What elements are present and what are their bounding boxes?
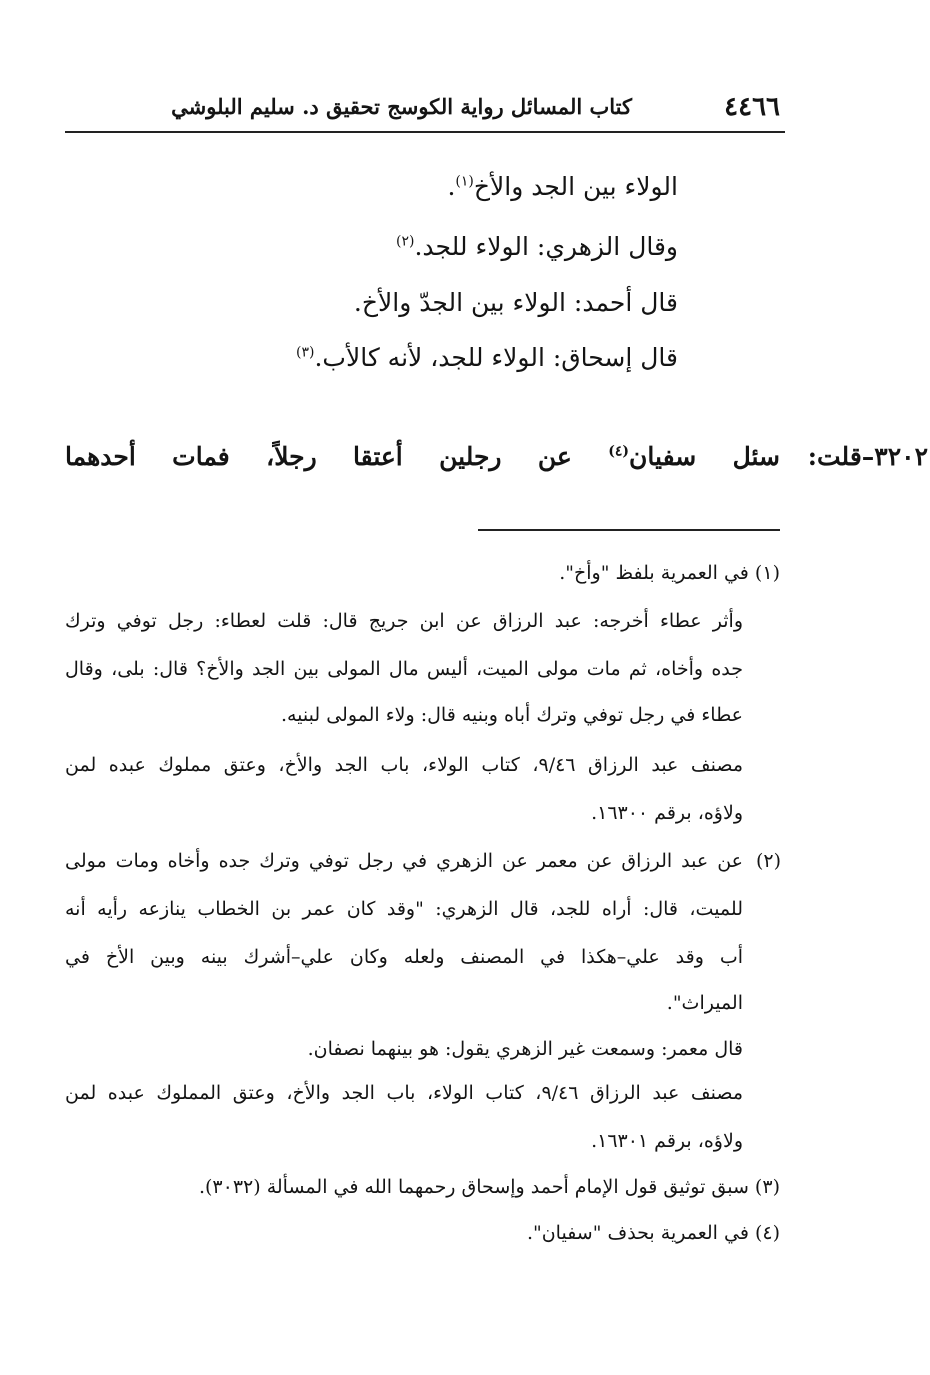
- footnote-4: (٤) في العمرية بحذف "سفيان".: [526, 1222, 780, 1244]
- running-title: كتاب المسائل رواية الكوسج تحقيق د. سليم البلوشي: [171, 94, 632, 119]
- footnote-1-line: جده وأخاه، ثم مات مولى الميت، أليس مال المولى بين الجد والأخ؟ قال: بلى، وقال: [65, 658, 743, 680]
- footnote-ref: (٣): [296, 344, 315, 361]
- verse-line-4: قال إسحاق: الولاء للجد، لأنه كالأب.$^{(٣)}$: [296, 343, 678, 372]
- page-header: [65, 92, 780, 128]
- footnote-1-line: (١) في العمرية بلفظ "وأخ".: [559, 562, 780, 584]
- verse-line-3: قال أحمد: الولاء بين الجدّ والأخ.: [353, 288, 678, 317]
- footnote-2-line: الميراث".: [666, 992, 743, 1014]
- question-number: ٣٢٠٢–قلت:: [807, 442, 928, 471]
- footnote-mark: (٢): [755, 850, 781, 872]
- verse-line-1: الولاء بين الجد والأخ$^{(١)}$.: [447, 172, 678, 201]
- footnote-2-line: قال معمر: وسمعت غير الزهري يقول: هو بينهما نصفان.: [307, 1038, 743, 1060]
- page-number: ٤٤٦٦: [724, 92, 780, 122]
- footnote-1-line: ولاؤه، برقم ١٦٣٠٠.: [591, 802, 743, 824]
- footnote-1-line: وأثر عطاء أخرجه: عبد الرزاق عن ابن جريج قال: قلت لعطاء: رجل توفي وترك: [65, 610, 743, 632]
- footnote-1-line: مصنف عبد الرزاق ٩/٤٦، كتاب الولاء، باب الجد والأخ، وعتق مملوك عبده لمن: [65, 754, 743, 776]
- footnote-2-line: أب وقد علي–هكذا في المصنف ولعله وكان علي–أشرك بينه وبين الأخ في: [65, 946, 743, 968]
- footnote-ref: (٤): [608, 443, 630, 460]
- question-paragraph: ٣٢٠٢–قلت: سئل سفيان$^{(٤)}$ عن رجلين أعتقا رجلاً، فمات أحدهما: [65, 442, 928, 471]
- header-rule: [65, 131, 785, 133]
- footnote-1-line: عطاء في رجل توفي وترك أباه وبنيه قال: ولاء المولى لبنيه.: [280, 704, 743, 726]
- footnote-2-line: ولاؤه، برقم ١٦٣٠١.: [591, 1130, 743, 1152]
- footnote-separator: [478, 529, 780, 531]
- footnote-ref: (٢): [395, 233, 415, 250]
- footnote-2-line: للميت، قال: أراه للجد، قال الزهري: "وقد كان عمر بن الخطاب ينازعه رأيه أنه: [65, 898, 743, 920]
- footnote-ref: (١): [455, 173, 474, 190]
- footnote-2-line: مصنف عبد الرزاق ٩/٤٦، كتاب الولاء، باب الجد والأخ، وعتق المملوك عبده لمن: [65, 1082, 743, 1104]
- footnote-3: (٣) سبق توثيق قول الإمام أحمد وإسحاق رحمهما الله في المسألة (٣٠٣٢).: [198, 1176, 780, 1198]
- footnote-2-line: (٢) عن عبد الرزاق عن معمر عن الزهري في رجل توفي وترك جده وأخاه ومات مولى: [65, 850, 781, 872]
- verse-line-2: وقال الزهري: الولاء للجد.$^{(٢)}$: [395, 232, 678, 261]
